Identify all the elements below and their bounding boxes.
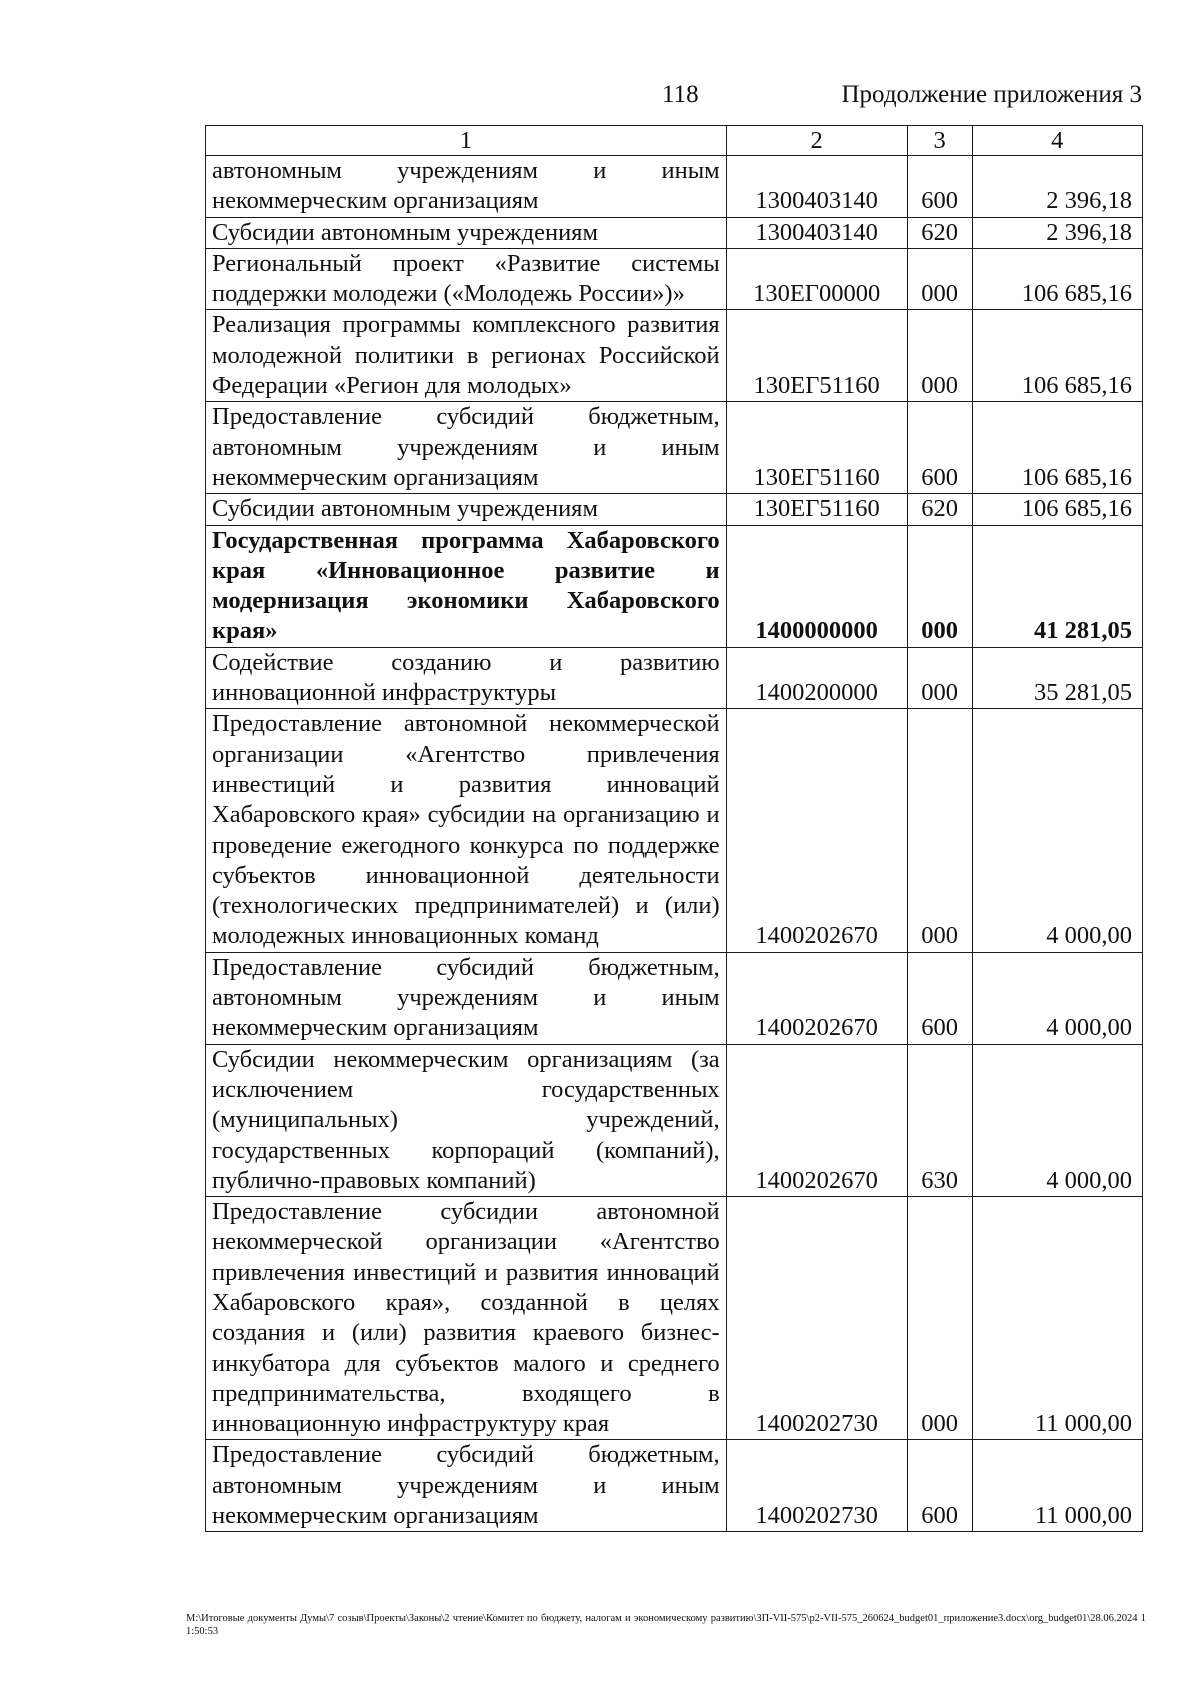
row-type-cell: 630 <box>907 1044 972 1196</box>
row-type-cell: 000 <box>907 1197 972 1440</box>
row-code-cell: 130ЕГ00000 <box>726 248 907 310</box>
column-header: 4 <box>972 126 1142 156</box>
row-sum-cell: 41 281,05 <box>972 525 1142 647</box>
row-sum-cell: 11 000,00 <box>972 1440 1142 1532</box>
column-header: 3 <box>907 126 972 156</box>
row-sum-cell: 106 685,16 <box>972 494 1142 525</box>
row-type-cell: 600 <box>907 952 972 1044</box>
table-row <box>206 494 1143 525</box>
row-type-cell: 000 <box>907 525 972 647</box>
row-name-cell: Предоставление субсидий бюджетным, автономным учреждениям и иным некоммерческим организациям <box>206 1440 727 1532</box>
table-row <box>206 709 1143 952</box>
budget-table <box>205 125 1143 1532</box>
row-code-cell: 1400202730 <box>726 1440 907 1532</box>
row-sum-cell: 4 000,00 <box>972 952 1142 1044</box>
row-name-cell: Содействие созданию и развитию инновационной инфраструктуры <box>206 647 727 709</box>
row-name-cell: Предоставление автономной некоммерческой организации «Агентство привлечения инвестиций и развития инноваций Хабаровского края» субсидии на организацию и проведение ежегодного конкурса по поддержке субъектов инновационной деятельности (технологических предпринимателей) и (или) молодежных инновационных команд <box>206 709 727 952</box>
row-name-cell: Реализация программы комплексного развития молодежной политики в регионах Российской Федерации «Регион для молодых» <box>206 310 727 402</box>
column-header: 2 <box>726 126 907 156</box>
row-type-cell: 000 <box>907 709 972 952</box>
table-row <box>206 310 1143 402</box>
row-type-cell: 000 <box>907 647 972 709</box>
table-row <box>206 1044 1143 1196</box>
row-code-cell: 130ЕГ51160 <box>726 310 907 402</box>
row-code-cell: 1300403140 <box>726 156 907 218</box>
row-code-cell: 1400202670 <box>726 709 907 952</box>
row-type-cell: 600 <box>907 156 972 218</box>
row-sum-cell: 106 685,16 <box>972 248 1142 310</box>
row-code-cell: 1400202670 <box>726 1044 907 1196</box>
continuation-heading: Продолжение приложения 3 <box>841 81 1142 108</box>
row-sum-cell: 106 685,16 <box>972 310 1142 402</box>
row-type-cell: 600 <box>907 402 972 494</box>
table-row <box>206 952 1143 1044</box>
row-sum-cell: 4 000,00 <box>972 1044 1142 1196</box>
row-name-cell: Субсидии некоммерческим организациям (за исключением государственных (муниципальных) учреждений, государственных корпораций (компаний), публично-правовых компаний) <box>206 1044 727 1196</box>
row-sum-cell: 2 396,18 <box>972 156 1142 218</box>
row-code-cell: 1400202730 <box>726 1197 907 1440</box>
row-sum-cell: 4 000,00 <box>972 709 1142 952</box>
row-code-cell: 1300403140 <box>726 217 907 248</box>
table-row <box>206 217 1143 248</box>
row-name-cell: Предоставление субсидии автономной некоммерческой организации «Агентство привлечения инвестиций и развития инноваций Хабаровского края», созданной в целях создания и (или) развития краевого бизнес-инкубатора для субъектов малого и среднего предпринимательства, входящего в инновационную инфраструктуру края <box>206 1197 727 1440</box>
row-name-cell: Субсидии автономным учреждениям <box>206 217 727 248</box>
row-code-cell: 1400202670 <box>726 952 907 1044</box>
table-row <box>206 647 1143 709</box>
table-body <box>206 156 1143 1532</box>
column-header: 1 <box>206 126 727 156</box>
table-row <box>206 156 1143 218</box>
table-row <box>206 402 1143 494</box>
row-name-cell: Региональный проект «Развитие системы поддержки молодежи («Молодежь России»)» <box>206 248 727 310</box>
row-name-cell: Государственная программа Хабаровского края «Инновационное развитие и модернизация экономики Хабаровского края» <box>206 525 727 647</box>
row-sum-cell: 35 281,05 <box>972 647 1142 709</box>
row-name-cell: Субсидии автономным учреждениям <box>206 494 727 525</box>
row-type-cell: 000 <box>907 248 972 310</box>
page-number: 118 <box>662 81 699 108</box>
row-type-cell: 620 <box>907 494 972 525</box>
row-sum-cell: 106 685,16 <box>972 402 1142 494</box>
table-row <box>206 1440 1143 1532</box>
row-sum-cell: 2 396,18 <box>972 217 1142 248</box>
row-name-cell: автономным учреждениям и иным некоммерческим организациям <box>206 156 727 218</box>
row-code-cell: 130ЕГ51160 <box>726 494 907 525</box>
table-row <box>206 1197 1143 1440</box>
row-type-cell: 600 <box>907 1440 972 1532</box>
table-header-row <box>206 126 1143 156</box>
row-type-cell: 620 <box>907 217 972 248</box>
row-sum-cell: 11 000,00 <box>972 1197 1142 1440</box>
row-code-cell: 1400000000 <box>726 525 907 647</box>
row-code-cell: 130ЕГ51160 <box>726 402 907 494</box>
document-file-path: M:\Итоговые документы Думы\7 созыв\Проекты\Законы\2 чтение\Комитет по бюджету, налогам и экономическому развитию\ЗП-VII-575\p2-VII-575_260624_budget01_приложение3.docx\org_budget01\28.06.2024 11:50:53 <box>186 1613 1146 1637</box>
row-type-cell: 000 <box>907 310 972 402</box>
table-row <box>206 525 1143 647</box>
table-row <box>206 248 1143 310</box>
row-name-cell: Предоставление субсидий бюджетным, автономным учреждениям и иным некоммерческим организациям <box>206 952 727 1044</box>
row-code-cell: 1400200000 <box>726 647 907 709</box>
row-name-cell: Предоставление субсидий бюджетным, автономным учреждениям и иным некоммерческим организациям <box>206 402 727 494</box>
